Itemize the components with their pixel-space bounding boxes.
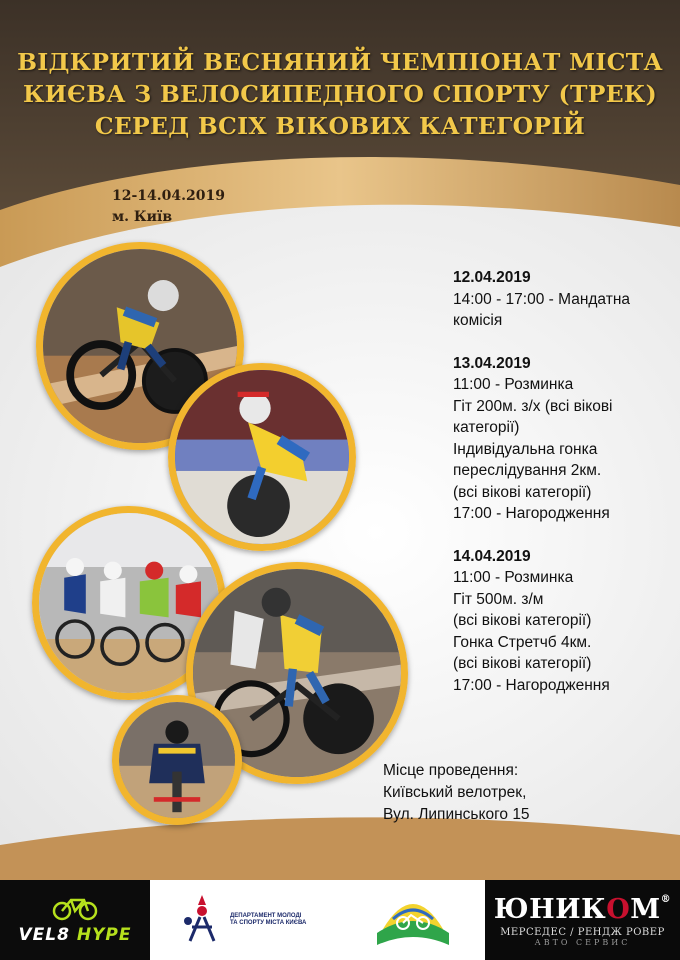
sponsor-velo-hype	[0, 880, 150, 960]
schedule-line: Гіт 200м. з/х (всі вікові	[453, 397, 613, 415]
cycling-federation-logo-icon	[373, 889, 453, 951]
venue-address: Вул. Липинського 15	[383, 806, 530, 823]
venue-name: Київський велотрек,	[383, 784, 527, 801]
schedule-date: 13.04.2019	[453, 354, 531, 372]
schedule-date: 14.04.2019	[453, 547, 531, 565]
schedule-line: переслідування 2км.	[453, 462, 602, 479]
unicom-logo-part: М	[630, 893, 661, 925]
schedule-line: (всі вікові категорії)	[453, 612, 592, 629]
unicom-subtitle: МЕРСЕДЕС / РЕНДЖ РОВЕР	[500, 926, 665, 938]
sponsor-cycling-federation	[340, 880, 485, 960]
photo-cyclist-4	[112, 695, 242, 825]
schedule-line: 14:00 - 17:00 - Мандатна	[453, 290, 630, 308]
event-meta	[112, 186, 225, 228]
velo-hype-logo	[19, 925, 132, 945]
schedule-line: Гонка Стретчб 4км.	[453, 633, 592, 651]
bicycle-icon	[51, 895, 99, 921]
velo-hype-part2: HYPE	[76, 925, 132, 945]
velo-hype-part1: VEL8	[18, 925, 70, 945]
department-emblem-icon	[180, 891, 224, 949]
unicom-logo	[494, 894, 671, 925]
sponsor-bar	[0, 880, 680, 960]
schedule-line: Гіт 500м. з/м	[453, 590, 544, 608]
schedule-line: 17:00 - Нагородження	[453, 676, 610, 694]
schedule-date: 12.04.2019	[453, 269, 531, 286]
title-line: КИЄВА З ВЕЛОСИПЕДНОГО СПОРТУ (ТРЕК)	[22, 80, 658, 108]
schedule	[453, 267, 673, 717]
venue-label: Місце проведення:	[383, 762, 519, 779]
unicom-subtitle-2: АВТО СЕРВИС	[534, 937, 631, 947]
unicom-logo-part: ЮНИК	[493, 893, 607, 925]
title-line: СЕРЕД ВСІХ ВІКОВИХ КАТЕГОРІЙ	[94, 112, 586, 140]
schedule-line: (всі вікові категорії)	[453, 483, 592, 501]
title-line: ВІДКРИТИЙ ВЕСНЯНИЙ ЧЕМПІОНАТ МІСТА	[17, 48, 663, 76]
sponsor-unicom	[485, 880, 680, 960]
venue	[383, 760, 530, 826]
schedule-day	[453, 353, 673, 525]
schedule-day	[453, 546, 673, 697]
event-title	[10, 46, 670, 142]
unicom-logo-o: О	[606, 893, 631, 925]
schedule-line: категорії)	[453, 419, 520, 436]
event-dates: 12-14.04.2019	[112, 188, 225, 204]
schedule-line: Індивідуальна гонка	[453, 440, 598, 458]
department-name: ДЕПАРТАМЕНТ МОЛОДІ ТА СПОРТУ МІСТА КИЄВА	[230, 913, 307, 926]
schedule-day	[453, 267, 673, 332]
schedule-line: 11:00 - Розминка	[453, 569, 574, 586]
schedule-line: комісія	[453, 312, 503, 329]
sponsor-department	[150, 880, 340, 960]
photo-cyclist-2	[168, 363, 356, 551]
schedule-line: 11:00 - Розминка	[453, 376, 574, 393]
schedule-line: 17:00 - Нагородження	[453, 505, 610, 522]
schedule-line: (всі вікові категорії)	[453, 655, 592, 672]
registered-mark: ®	[660, 893, 672, 905]
event-city: м. Київ	[112, 209, 173, 225]
